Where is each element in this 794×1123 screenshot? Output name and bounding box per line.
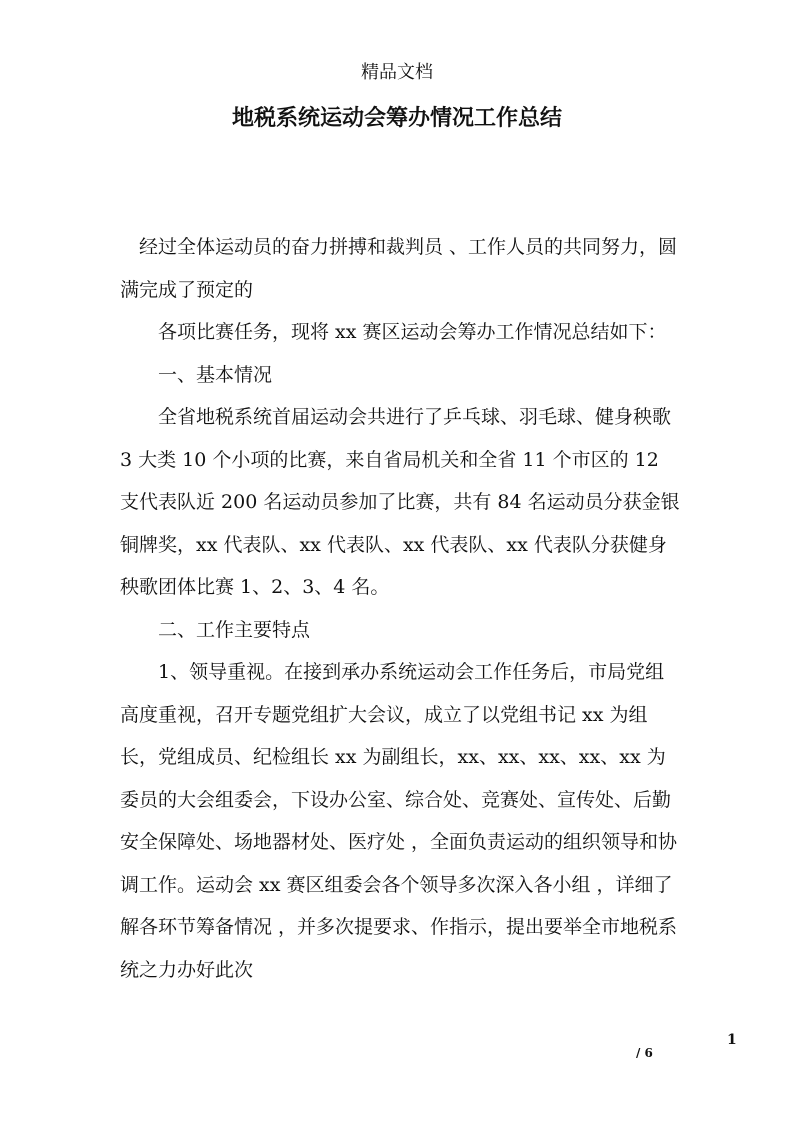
section-heading-features: 二、工作主要特点 — [158, 618, 311, 641]
document-header: 精品文档 — [361, 62, 433, 83]
section-heading-basic: 一、基本情况 — [158, 363, 273, 386]
paragraph-leadership: 1、领导重视。在接到承办系统运动会工作任务后，市局党组高度重视，召开专题党组扩大会议，成立了以党组书记 xx 为组长，党组成员、纪检组长 xx 为副组长，xx、xx、xx、xx、xx 为委员的大会组委会，下设办公室、综合处、竞赛处、宣传处、后勤安全保障处、场地器材处、医疗处 ，全面负责运动的组织领导和协调工作。运动会 xx 赛区组委会各个领导多次深入各小组 ，详细了解各环节筹备情况 ，并多次提要求、作指示，提出要举全市地税系统之力办好此次 — [120, 661, 678, 981]
document-body — [120, 226, 680, 991]
paragraph-intro: 经过全体运动员的奋力拼搏和裁判员 、工作人员的共同努力，圆满完成了预定的 — [120, 236, 678, 301]
page-number: 1 — [727, 1032, 737, 1048]
paragraph-intro-continued: 各项比赛任务，现将 xx 赛区运动会筹办工作情况总结如下： — [158, 321, 667, 343]
paragraph-basic-info: 全省地税系统首届运动会共进行了乒乓球、羽毛球、健身秧歌 3 大类 10 个小项的比赛，来自省局机关和全省 11 个市区的 12 支代表队近 200 名运动员参加了比赛，共有 84 名运动员分获金银铜牌奖，xx 代表队、xx 代表队、xx 代表队、xx 代表队分获健身秧歌团体比赛 1、2、3、4 名。 — [120, 406, 680, 598]
page-total: / 6 — [636, 1046, 653, 1060]
document-title: 地税系统运动会筹办情况工作总结 — [231, 105, 562, 131]
